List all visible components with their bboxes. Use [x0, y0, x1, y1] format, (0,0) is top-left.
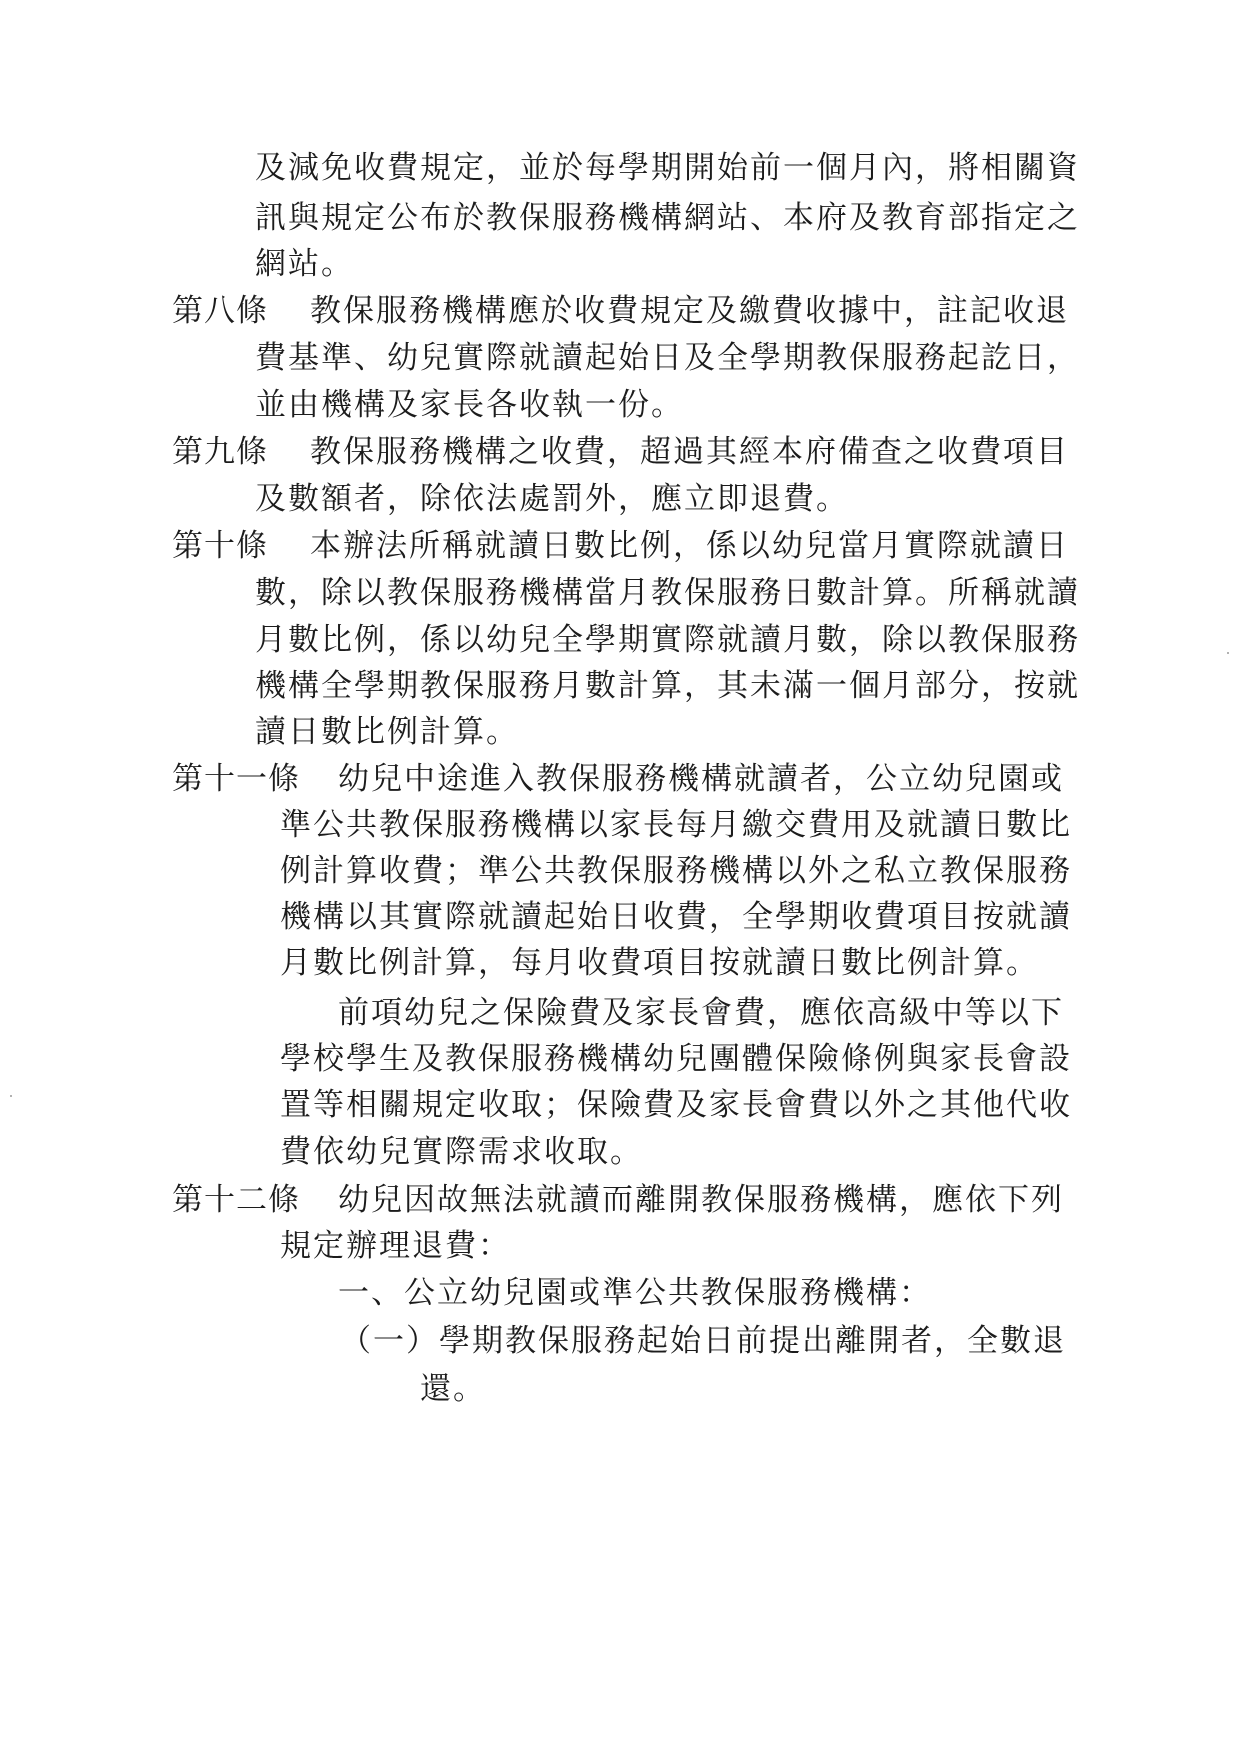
article-line: 準公共教保服務機構以家長每月繳交費用及就讀日數比: [280, 807, 1072, 843]
article-line: 數，除以教保服務機構當月教保服務日數計算。所稱就讀: [255, 575, 1080, 611]
article-line: 機構以其實際就讀起始日收費，全學期收費項目按就讀: [280, 899, 1072, 935]
scan-speck: [1227, 652, 1229, 654]
intro-line: 及減免收費規定，並於每學期開始前一個月內，將相關資: [255, 150, 1080, 186]
article-line: 幼兒因故無法就讀而離開教保服務機構，應依下列: [338, 1182, 1064, 1218]
article-title: 第八條: [172, 293, 268, 329]
article-line: 及數額者，除依法處罰外，應立即退費。: [255, 481, 849, 517]
article-paragraph-line: 前項幼兒之保險費及家長會費，應依高級中等以下: [338, 995, 1064, 1031]
article-paragraph-line: 學校學生及教保服務機構幼兒團體保險條例與家長會設: [280, 1041, 1072, 1077]
article-line: 月數比例，係以幼兒全學期實際就讀月數，除以教保服務: [255, 622, 1080, 658]
article-line: 讀日數比例計算。: [255, 714, 519, 750]
article-title: 第十一條: [172, 761, 300, 797]
article-line: 教保服務機構應於收費規定及繳費收據中，註記收退: [310, 293, 1069, 329]
sub-list-item-line: 還。: [420, 1371, 486, 1407]
scan-speck: [10, 1095, 12, 1097]
article-line: 教保服務機構之收費，超過其經本府備查之收費項目: [310, 434, 1069, 470]
article-line: 本辦法所稱就讀日數比例，係以幼兒當月實際就讀日: [310, 528, 1069, 564]
sub-list-item-line: （一）學期教保服務起始日前提出離開者，全數退: [340, 1323, 1066, 1359]
article-line: 例計算收費；準公共教保服務機構以外之私立教保服務: [280, 853, 1072, 889]
article-paragraph-line: 費依幼兒實際需求收取。: [280, 1134, 643, 1170]
intro-line: 訊與規定公布於教保服務機構網站、本府及教育部指定之: [255, 200, 1080, 236]
article-line: 費基準、幼兒實際就讀起始日及全學期教保服務起訖日，: [255, 340, 1080, 376]
article-line: 並由機構及家長各收執一份。: [255, 387, 684, 423]
article-line: 機構全學期教保服務月數計算，其未滿一個月部分，按就: [255, 668, 1080, 704]
intro-line: 網站。: [255, 246, 354, 282]
article-title: 第九條: [172, 434, 268, 470]
article-title: 第十二條: [172, 1182, 300, 1218]
list-item: 一、公立幼兒園或準公共教保服務機構：: [338, 1275, 932, 1311]
article-title: 第十條: [172, 528, 268, 564]
article-paragraph-line: 置等相關規定收取；保險費及家長會費以外之其他代收: [280, 1087, 1072, 1123]
article-line: 幼兒中途進入教保服務機構就讀者，公立幼兒園或: [338, 761, 1064, 797]
article-line: 規定辦理退費：: [280, 1228, 511, 1264]
article-line: 月數比例計算，每月收費項目按就讀日數比例計算。: [280, 945, 1039, 981]
